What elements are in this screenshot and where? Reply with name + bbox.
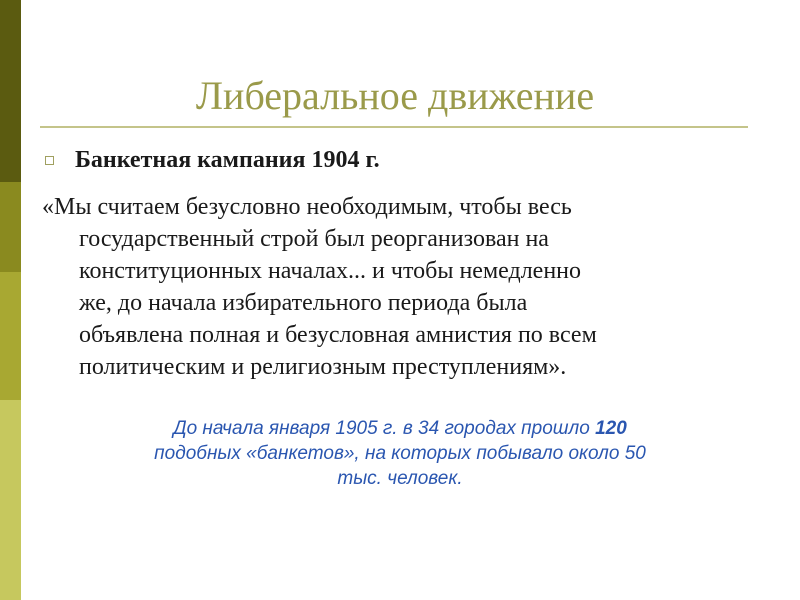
side-bar-segment: [0, 182, 21, 272]
note-line: [40, 416, 760, 441]
note-bold-count: 120: [595, 418, 627, 439]
side-bar-segment: [0, 400, 21, 600]
side-bar-segment: [0, 272, 21, 400]
note-line-text: До начала января 1905 г. в 34 городах прошло: [173, 418, 590, 439]
note-paragraph: [40, 416, 760, 491]
bullet-item: [45, 145, 380, 175]
quote-line: государственный строй был реорганизован на: [79, 226, 549, 252]
note-line: тыс. человек.: [337, 468, 463, 489]
decorative-side-bar: [0, 0, 21, 600]
slide-title: Либеральное движение: [195, 73, 595, 118]
quote-line: же, до начала избирательного периода была: [79, 290, 528, 316]
quote-line: конституционных началах... и чтобы немедленно: [79, 258, 582, 284]
quote-line: объявлена полная и безусловная амнистия по всем: [79, 322, 597, 348]
quote-line: политическим и религиозным преступлениям».: [79, 354, 567, 380]
title-divider: [40, 126, 748, 128]
quote-line: «Мы считаем безусловно необходимым, чтобы весь: [42, 194, 572, 220]
side-bar-segment: [0, 0, 21, 182]
hollow-square-bullet-icon: [45, 156, 54, 165]
note-line: подобных «банкетов», на которых побывало около 50: [154, 443, 646, 464]
bullet-text: Банкетная кампания 1904 г.: [75, 147, 380, 173]
quote-paragraph: [42, 191, 742, 383]
